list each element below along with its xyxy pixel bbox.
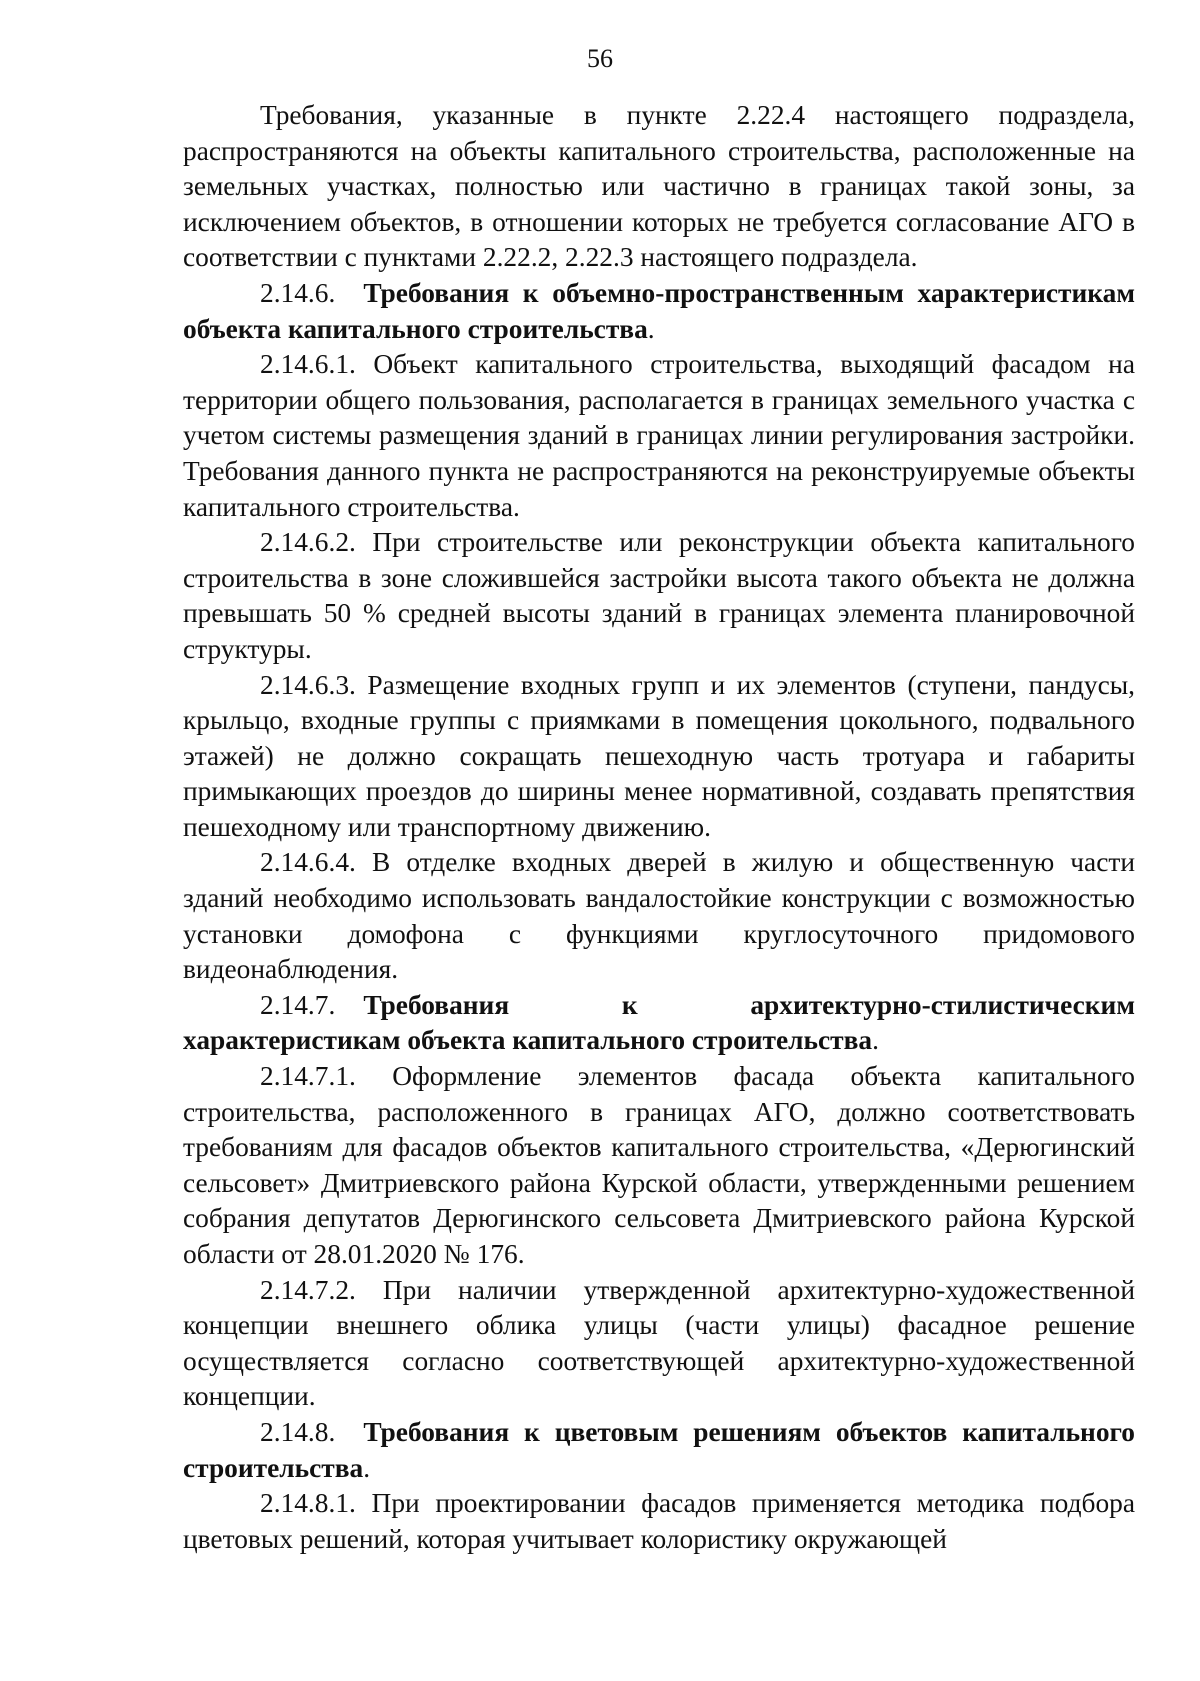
paragraph-2-14-6-2: 2.14.6.2. При строительстве или реконструкции объекта капитального строительства в зоне сложившейся застройки высота такого объекта не должна превышать 50 % средней высоты зданий в границах элемента планировочной структуры. [183,527,1135,664]
section-title: Требования к цветовым решениям объектов капитального строительства [183,1416,1135,1483]
paragraph-2-14-6-4: 2.14.6.4. В отделке входных дверей в жилую и общественную части зданий необходимо использовать вандалостойкие конструкции с возможностью установки домофона с функциями круглосуточного придомового видеонаблюдения. [183,847,1135,985]
section-number: 2.14.8. [260,1416,336,1447]
paragraph-2-14-8-1: 2.14.8.1. При проектировании фасадов применяется методика подбора цветовых решений, которая учитывает колористику окружающей [183,1488,1135,1554]
page-number: 56 [587,44,613,73]
paragraph-2-14-7-2: 2.14.7.2. При наличии утвержденной архитектурно-художественной концепции внешнего облика улицы (части улицы) фасадное решение осуществляется согласно соответствующей архитектурно-художественной концепции. [183,1274,1135,1412]
paragraph-2-14-6-3: 2.14.6.3. Размещение входных групп и их элементов (ступени, пандусы, крыльцо, входные группы с приямками в помещения цокольного, подвального этажей) не должно сокращать пешеходную часть тротуара и габариты примыкающих проездов до ширины менее нормативной, создавать препятствия пешеходному или транспортному движению. [183,669,1135,842]
section-number: 2.14.6. [260,277,336,308]
section-title: Требования к архитектурно-стилистическим характеристикам объекта капитального строительства [183,989,1135,1056]
heading-2-14-8: 2.14.8. Требования к цветовым решениям объектов капитального строительства. [183,1416,1135,1483]
section-number: 2.14.7. [260,989,336,1020]
heading-2-14-7: 2.14.7. Требования к архитектурно-стилистическим характеристикам объекта капитального строительства. [183,989,1135,1056]
section-title: Требования к объемно-пространственным характеристикам объекта капитального строительства [183,277,1135,344]
heading-2-14-6: 2.14.6. Требования к объемно-пространственным характеристикам объекта капитального строительства. [183,277,1135,344]
paragraph-2-14-7-1: 2.14.7.1. Оформление элементов фасада объекта капитального строительства, расположенного в границах АГО, должно соответствовать требованиям для фасадов объектов капитального строительства, «Дерюгинский сельсовет» Дмитриевского района Курской области, утвержденными решением собрания депутатов Дерюгинского сельсовета Дмитриевского района Курской области от 28.01.2020 № 176. [183,1061,1135,1269]
document-body [183,98,1135,1557]
paragraph-2-14-6-1: 2.14.6.1. Объект капитального строительства, выходящий фасадом на территории общего пользования, располагается в границах земельного участка с учетом системы размещения зданий в границах линии регулирования застройки. Требования данного пункта не распространяются на реконструируемые объекты капитального строительства. [183,349,1135,522]
paragraph-2-22-4-applicability: Требования, указанные в пункте 2.22.4 настоящего подраздела, распространяются на объекты капитального строительства, расположенные на земельных участках, полностью или частично в границах такой зоны, за исключением объектов, в отношении которых не требуется согласование АГО в соответствии с пунктами 2.22.2, 2.22.3 настоящего подраздела. [183,100,1135,273]
